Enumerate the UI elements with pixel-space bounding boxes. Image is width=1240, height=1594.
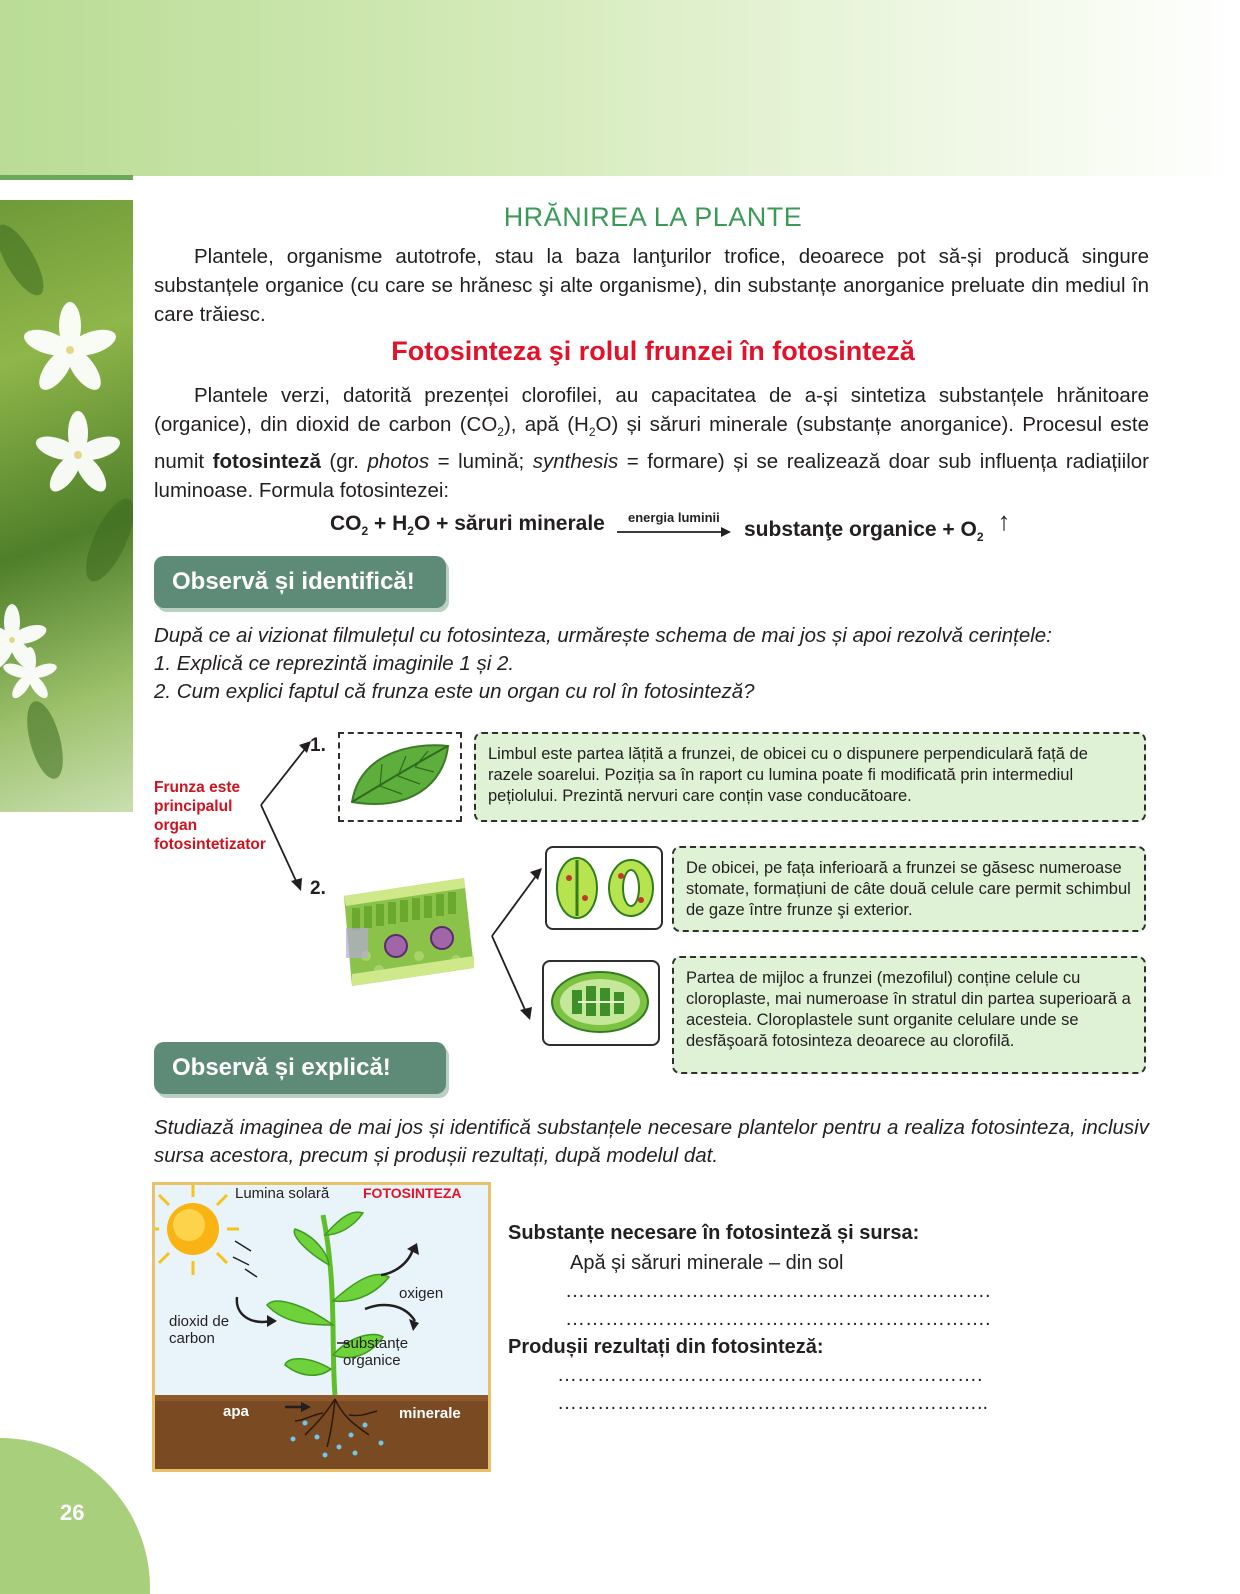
formula-arrow-label: energia luminii: [628, 510, 720, 525]
products-heading: Produșii rezultați din fotosinteză:: [508, 1336, 824, 1358]
scheme-fork-arrows: [255, 735, 315, 895]
header-band: [0, 0, 1240, 176]
mesophyll-info-box: Partea de mijloc a frunzei (mezofilul) conține celule cu cloroplaste, mai numeroase în stratul din partea superioară a acesteia. Cloroplastele sunt organite celulare unde se desfăşoară fotosinteza deoarece au clorofilă.: [672, 956, 1146, 1074]
minerals-label: minerale: [399, 1405, 461, 1422]
stomata-image-box: [545, 846, 663, 930]
water-label: apa: [223, 1403, 249, 1420]
observe-explain-badge: Observă și explică!: [154, 1042, 446, 1094]
leaf-image-box: [338, 732, 462, 822]
task-2: Studiază imaginea de mai jos și identifică substanțele necesare plantelor pentru a realiza fotosinteza, inclusiv sursa acestora, precum și produșii rezultați, după modelul dat.: [154, 1116, 1149, 1167]
formula-arrow: [617, 525, 732, 539]
photosynthesis-diagram: [152, 1182, 491, 1472]
formula-products: substanţe organice + $O_2↑$: [744, 506, 1011, 545]
oxygen-label: oxigen: [399, 1285, 444, 1302]
leaf-cross-section-icon: [344, 878, 474, 988]
page-number: 26: [60, 1500, 85, 1525]
image-1-label: 1.: [310, 735, 326, 756]
carbon-dioxide-label: dioxid de carbon: [169, 1313, 230, 1347]
task-1: [154, 622, 1149, 706]
intro-paragraph: Plantele, organisme autotrofe, stau la baza lanţurilor trofice, deoarece pot să-și producă singure substanțele organice (cu care se hrănesc şi alte organisme), din substanțe anorganice preluate din mediul în care trăiesc.: [154, 245, 1149, 326]
photosynthesis-paragraph: Plantele verzi, datorită prezenței clorofilei, au capacitatea de a-și sintetiza substanțele hrănitoare (organice), din dioxid de carbon $(CO_2)$, apă $(H_2O)$ și săruri minerale (substanțe anorganice). Procesul este numit fotosinteză (gr. photos = lumină; synthesis = formare) și se realizează doar sub influența radiațiilor luminoase. Formula fotosintezei:: [154, 384, 1150, 503]
task-1-question-1: 1. Explică ce reprezintă imaginile 1 și 2.: [154, 652, 515, 675]
needed-substances-heading: Substanțe necesare în fotosinteză și sursa:: [508, 1222, 920, 1244]
header-accent-line: [0, 175, 133, 180]
organic-substances-label: substanțe organice: [343, 1335, 409, 1369]
task-1-intro: După ce ai vizionat filmulețul cu fotosinteza, urmărește schema de mai jos și apoi rezolvă cerințele:: [154, 624, 1052, 647]
chloroplast-icon: [544, 962, 657, 1043]
jasmine-flowers-photo: [0, 200, 133, 812]
stomata-icon: [547, 848, 660, 927]
diagram-title: FOTOSINTEZA: [363, 1185, 462, 1201]
subtitle: Fotosinteza şi rolul frunzei în fotosinteză: [391, 336, 915, 366]
answer-line-3[interactable]: ……………………………………………………….: [557, 1364, 983, 1386]
answer-line-2[interactable]: ……………………………………………………….: [565, 1308, 991, 1330]
up-arrow-icon: ↑: [997, 506, 1011, 536]
image-2-label: 2.: [310, 878, 326, 899]
task-1-question-2: 2. Cum explici faptul că frunza este un organ cu rol în fotosinteză?: [154, 680, 755, 703]
stomata-info-box: De obicei, pe fața inferioară a frunzei se găsesc numeroase stomate, formațiuni de câte două celule care permit schimbul de gaze între frunze şi exterior.: [672, 846, 1146, 932]
leaf-icon: [340, 734, 459, 819]
observe-identify-badge: Observă și identifică!: [154, 556, 446, 608]
cross-section-arrows: [488, 862, 544, 1022]
formula-reactants: $CO_2 + H_2O$ + săruri minerale: [330, 512, 605, 539]
blade-info-box: Limbul este partea lățită a frunzei, de obicei cu o dispunere perpendiculară față de razele soarelui. Poziția sa în raport cu lumina poate fi modificată prin intermediul pețiolului. Prezintă nervuri care conțin vase conducătoare.: [474, 732, 1146, 822]
sunlight-label: Lumina solară: [235, 1185, 330, 1202]
answer-example: Apă și săruri minerale – din sol: [570, 1252, 844, 1274]
answer-line-1[interactable]: ……………………………………………………….: [565, 1280, 991, 1302]
section-title: HRĂNIREA LA PLANTE: [503, 202, 803, 232]
chloroplast-image-box: [542, 960, 660, 1046]
answer-line-4[interactable]: ………………………………………………………..: [557, 1392, 989, 1414]
leaf-root-label: Frunza este principalul organ fotosintetizator: [154, 779, 266, 853]
